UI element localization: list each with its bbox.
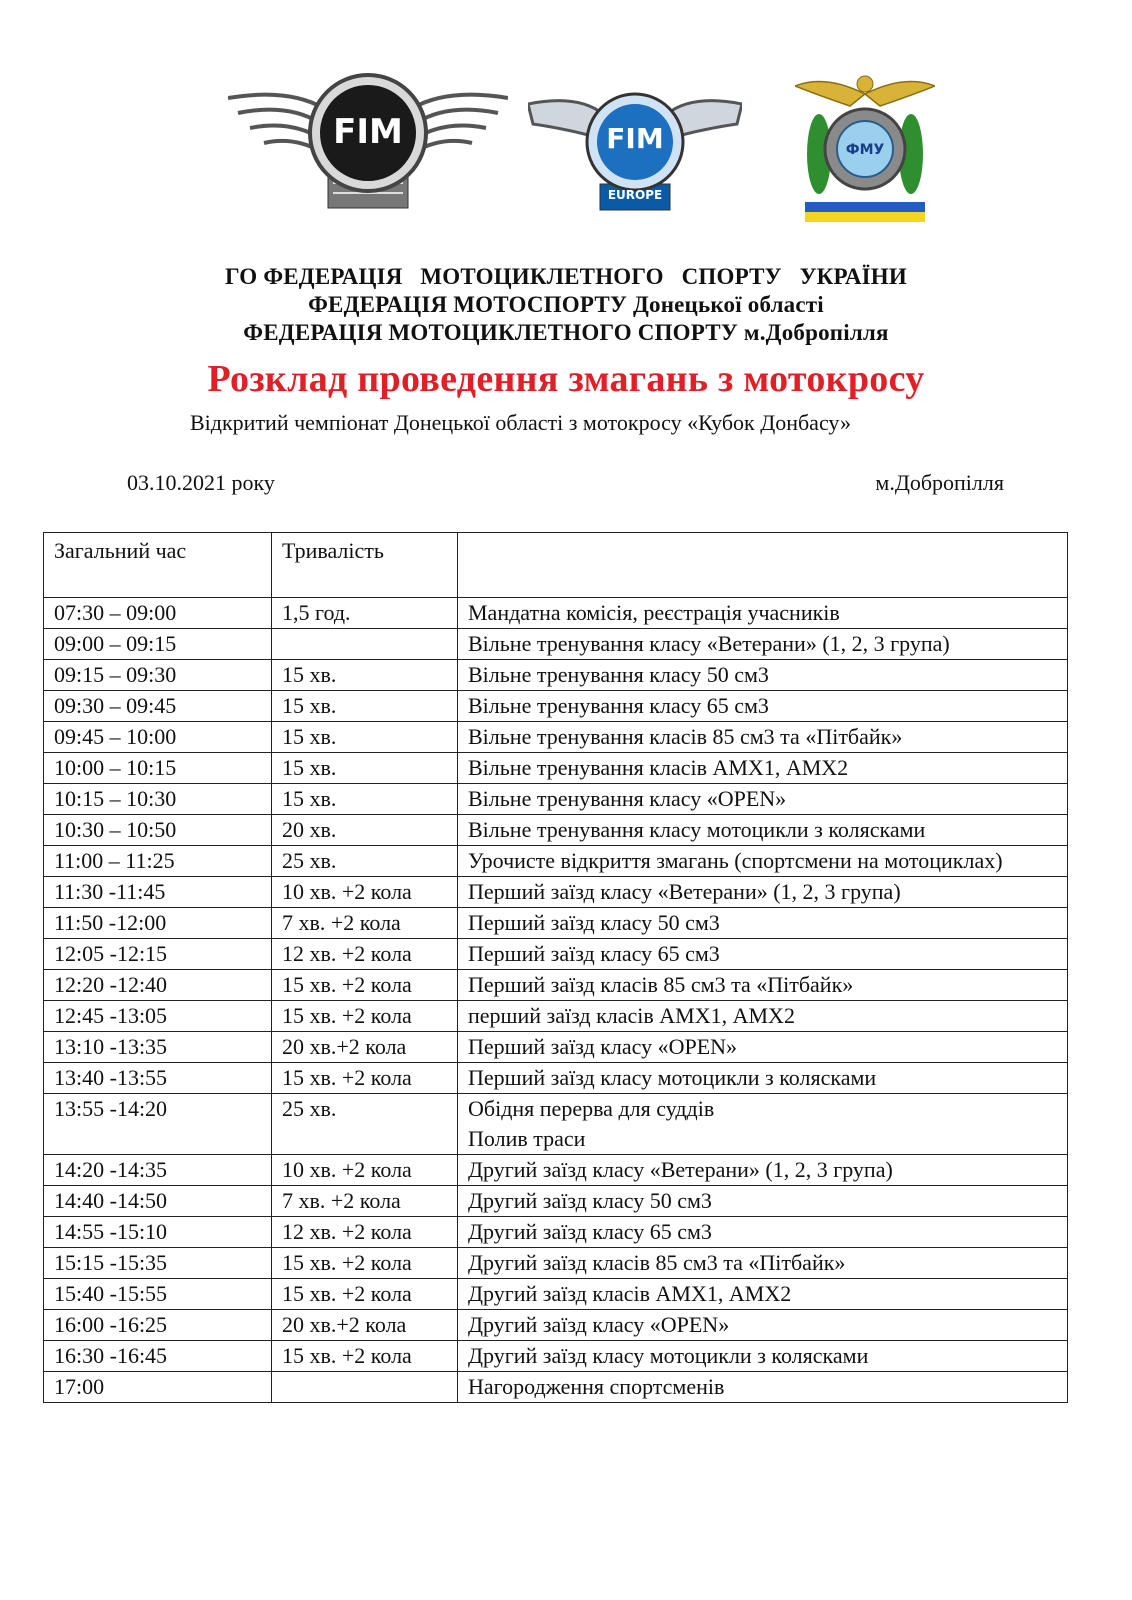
row-event (458, 877, 1068, 908)
row-event-text: Вільне тренування класів АМХ1, АМХ2 (468, 755, 849, 780)
row-time: 11:50 -12:00 (44, 908, 272, 939)
table-row (44, 815, 1068, 846)
row-event-text: Перший заїзд класу 65 см3 (468, 941, 720, 966)
row-event-text: Другий заїзд класу «Ветерани» (1, 2, 3 група) (468, 1157, 893, 1182)
row-event-text: Другий заїзд класів 85 см3 та «Пітбайк» (468, 1250, 846, 1275)
table-row (44, 691, 1068, 722)
row-event-text: Перший заїзд класів 85 см3 та «Пітбайк» (468, 972, 854, 997)
row-time: 12:20 -12:40 (44, 970, 272, 1001)
row-duration: 15 хв. (272, 691, 458, 722)
row-duration: 10 хв. +2 кола (272, 877, 458, 908)
row-time: 10:00 – 10:15 (44, 753, 272, 784)
table-row (44, 1279, 1068, 1310)
row-time: 14:40 -14:50 (44, 1186, 272, 1217)
row-time: 09:15 – 09:30 (44, 660, 272, 691)
row-event (458, 1155, 1068, 1186)
row-time: 12:45 -13:05 (44, 1001, 272, 1032)
row-event (458, 1372, 1068, 1403)
table-row (44, 598, 1068, 629)
row-duration: 15 хв. (272, 784, 458, 815)
col-event-header (458, 533, 1068, 598)
fim-europe-logo-caption: EUROPE (607, 188, 663, 202)
table-row (44, 1155, 1068, 1186)
logos-row (0, 68, 1132, 238)
fim-logo (228, 68, 508, 218)
row-event (458, 1063, 1068, 1094)
table-row (44, 877, 1068, 908)
row-event (458, 1217, 1068, 1248)
row-duration: 10 хв. +2 кола (272, 1155, 458, 1186)
row-duration: 7 хв. +2 кола (272, 908, 458, 939)
row-event-text: Вільне тренування класу «OPEN» (468, 786, 787, 811)
table-row (44, 1310, 1068, 1341)
row-event-text: Вільне тренування класу мотоцикли з колясками (468, 817, 926, 842)
table-row (44, 1032, 1068, 1063)
page-title: Розклад проведення змагань з мотокросу (207, 358, 925, 400)
table-row (44, 970, 1068, 1001)
row-duration: 15 хв. +2 кола (272, 1248, 458, 1279)
row-event-text: Другий заїзд класу мотоцикли з колясками (468, 1343, 869, 1368)
table-row (44, 1094, 1068, 1155)
row-event (458, 1310, 1068, 1341)
row-event (458, 1032, 1068, 1063)
table-row (44, 846, 1068, 877)
row-time: 10:15 – 10:30 (44, 784, 272, 815)
row-event (458, 629, 1068, 660)
row-time: 14:20 -14:35 (44, 1155, 272, 1186)
row-duration (272, 629, 458, 660)
row-event (458, 784, 1068, 815)
row-event (458, 846, 1068, 877)
row-event-text: Другий заїзд класу «OPEN» (468, 1312, 730, 1337)
row-event-text: Перший заїзд класу 50 см3 (468, 910, 720, 935)
fim-europe-logo-text: FIM (606, 122, 664, 155)
row-event-text-2: Полив траси (468, 1126, 586, 1151)
row-event (458, 1341, 1068, 1372)
row-duration: 1,5 год. (272, 598, 458, 629)
row-time: 13:55 -14:20 (44, 1094, 272, 1155)
row-event-text: Вільне тренування класів 85 см3 та «Пітбайк» (468, 724, 903, 749)
schedule-body (44, 598, 1068, 1403)
row-event-text: Нагородження спортсменів (468, 1374, 725, 1399)
row-event-text: Перший заїзд класу «Ветерани» (1, 2, 3 група) (468, 879, 901, 904)
row-event-text: Обідня перерва для суддів (468, 1096, 715, 1121)
row-event-text: Другий заїзд класу 65 см3 (468, 1219, 712, 1244)
row-duration: 15 хв. +2 кола (272, 1063, 458, 1094)
row-duration: 20 хв.+2 кола (272, 1310, 458, 1341)
row-event (458, 598, 1068, 629)
event-city: м.Добропілля (875, 470, 1004, 495)
col-time-header: Загальний час (44, 533, 272, 598)
table-row (44, 1217, 1068, 1248)
row-duration: 15 хв. +2 кола (272, 1001, 458, 1032)
event-date: 03.10.2021 року (127, 470, 275, 495)
row-duration: 7 хв. +2 кола (272, 1186, 458, 1217)
table-header-row (44, 533, 1068, 598)
row-event-text: Перший заїзд класу мотоцикли з колясками (468, 1065, 877, 1090)
org-line-2: ФЕДЕРАЦІЯ МОТОСПОРТУ Донецької області (308, 292, 824, 317)
row-time: 13:10 -13:35 (44, 1032, 272, 1063)
row-duration: 25 хв. (272, 846, 458, 877)
row-event-text: Вільне тренування класу 65 см3 (468, 693, 769, 718)
row-duration: 20 хв.+2 кола (272, 1032, 458, 1063)
col-duration-header: Тривалість (272, 533, 458, 598)
row-time: 07:30 – 09:00 (44, 598, 272, 629)
row-time: 17:00 (44, 1372, 272, 1403)
row-event (458, 1001, 1068, 1032)
row-duration: 25 хв. (272, 1094, 458, 1155)
row-event (458, 753, 1068, 784)
table-row (44, 722, 1068, 753)
table-row (44, 753, 1068, 784)
fim-logo-text: FIM (333, 112, 403, 152)
row-time: 15:15 -15:35 (44, 1248, 272, 1279)
page-subtitle: Відкритий чемпіонат Донецької області з мотокросу «Кубок Донбасу» (190, 410, 851, 435)
row-duration: 15 хв. (272, 660, 458, 691)
row-event (458, 691, 1068, 722)
row-time: 12:05 -12:15 (44, 939, 272, 970)
row-event (458, 660, 1068, 691)
row-event (458, 815, 1068, 846)
table-row (44, 1372, 1068, 1403)
table-row (44, 1001, 1068, 1032)
row-event (458, 970, 1068, 1001)
row-time: 09:45 – 10:00 (44, 722, 272, 753)
row-event-text: Вільне тренування класу «Ветерани» (1, 2, 3 група) (468, 631, 950, 656)
row-event (458, 939, 1068, 970)
row-event-text: Другий заїзд класів АМХ1, АМХ2 (468, 1281, 792, 1306)
table-row (44, 908, 1068, 939)
table-row (44, 1186, 1068, 1217)
row-time: 09:00 – 09:15 (44, 629, 272, 660)
row-duration: 20 хв. (272, 815, 458, 846)
schedule-table (43, 532, 1068, 1403)
row-time: 16:30 -16:45 (44, 1341, 272, 1372)
row-duration: 15 хв. (272, 722, 458, 753)
row-duration (272, 1372, 458, 1403)
org-line-3: ФЕДЕРАЦІЯ МОТОЦИКЛЕТНОГО СПОРТУ м.Добропілля (243, 320, 889, 345)
row-time: 10:30 – 10:50 (44, 815, 272, 846)
row-duration: 12 хв. +2 кола (272, 1217, 458, 1248)
row-time: 15:40 -15:55 (44, 1279, 272, 1310)
row-time: 13:40 -13:55 (44, 1063, 272, 1094)
row-time: 09:30 – 09:45 (44, 691, 272, 722)
row-duration: 15 хв. +2 кола (272, 1279, 458, 1310)
row-time: 11:30 -11:45 (44, 877, 272, 908)
table-row (44, 1341, 1068, 1372)
row-event-text: Мандатна комісія, реєстрація учасників (468, 600, 840, 625)
row-event-text: перший заїзд класів АМХ1, АМХ2 (468, 1003, 795, 1028)
row-time: 14:55 -15:10 (44, 1217, 272, 1248)
table-row (44, 629, 1068, 660)
row-event-text: Вільне тренування класу 50 см3 (468, 662, 769, 687)
row-event-text: Урочисте відкриття змагань (спортсмени на мотоциклах) (468, 848, 1003, 873)
org-line-1: ГО ФЕДЕРАЦІЯ МОТОЦИКЛЕТНОГО СПОРТУ УКРАЇНИ (225, 264, 907, 289)
row-event-text: Другий заїзд класу 50 см3 (468, 1188, 712, 1213)
row-event (458, 908, 1068, 939)
organizations-header (0, 263, 1132, 347)
fmu-logo-text: ФМУ (845, 142, 885, 158)
row-duration: 15 хв. (272, 753, 458, 784)
table-row (44, 1063, 1068, 1094)
row-time: 11:00 – 11:25 (44, 846, 272, 877)
table-row (44, 1248, 1068, 1279)
row-event-text: Перший заїзд класу «OPEN» (468, 1034, 738, 1059)
table-row (44, 660, 1068, 691)
table-row (44, 784, 1068, 815)
row-duration: 12 хв. +2 кола (272, 939, 458, 970)
row-event (458, 1279, 1068, 1310)
row-event (458, 1248, 1068, 1279)
fmu-logo (795, 74, 935, 224)
fim-europe-logo (528, 84, 742, 214)
row-duration: 15 хв. +2 кола (272, 1341, 458, 1372)
table-row (44, 939, 1068, 970)
row-duration: 15 хв. +2 кола (272, 970, 458, 1001)
row-event (458, 1186, 1068, 1217)
row-event (458, 722, 1068, 753)
row-time: 16:00 -16:25 (44, 1310, 272, 1341)
row-event (458, 1094, 1068, 1155)
